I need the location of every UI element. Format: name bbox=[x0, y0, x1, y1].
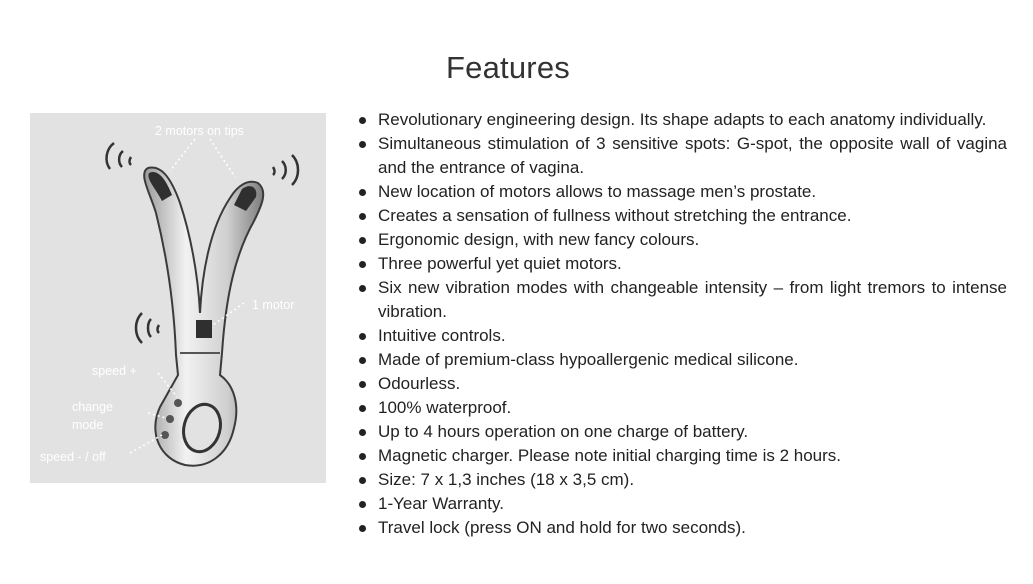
middle-motor bbox=[196, 320, 212, 338]
feature-item: 100% waterproof. bbox=[357, 396, 1007, 420]
feature-item: Simultaneous stimulation of 3 sensitive spots: G-spot, the opposite wall of vagina and the entrance of vagina. bbox=[357, 132, 1007, 180]
feature-item: Creates a sensation of fullness without stretching the entrance. bbox=[357, 204, 1007, 228]
label-speed-plus: speed + bbox=[92, 364, 137, 378]
label-change-mode-line1: change bbox=[72, 400, 114, 414]
slide-title: Features bbox=[446, 50, 570, 85]
feature-item: Revolutionary engineering design. Its shape adapts to each anatomy individually. bbox=[357, 108, 1007, 132]
speed-plus-button bbox=[174, 399, 182, 407]
feature-item: Magnetic charger. Please note initial charging time is 2 hours. bbox=[357, 444, 1007, 468]
vibration-marks-left bbox=[107, 143, 131, 169]
features-list bbox=[357, 108, 1007, 540]
feature-item: Intuitive controls. bbox=[357, 324, 1007, 348]
feature-item: Size: 7 x 1,3 inches (18 x 3,5 cm). bbox=[357, 468, 1007, 492]
vibration-marks-middle bbox=[136, 313, 159, 343]
feature-item: New location of motors allows to massage men’s prostate. bbox=[357, 180, 1007, 204]
change-mode-button bbox=[166, 415, 174, 423]
feature-item: 1-Year Warranty. bbox=[357, 492, 1007, 516]
feature-item: Six new vibration modes with changeable intensity – from light tremors to intense vibration. bbox=[357, 276, 1007, 324]
feature-item: Up to 4 hours operation on one charge of battery. bbox=[357, 420, 1007, 444]
feature-item: Three powerful yet quiet motors. bbox=[357, 252, 1007, 276]
product-sketch bbox=[30, 113, 326, 483]
label-change-mode-line2: mode bbox=[72, 418, 104, 432]
label-change-mode bbox=[72, 400, 117, 432]
feature-item: Odourless. bbox=[357, 372, 1007, 396]
feature-item: Ergonomic design, with new fancy colours. bbox=[357, 228, 1007, 252]
product-illustration bbox=[30, 113, 326, 483]
label-motors-on-tips: 2 motors on tips bbox=[155, 124, 244, 138]
feature-item: Made of premium-class hypoallergenic medical silicone. bbox=[357, 348, 1007, 372]
vibration-marks-right bbox=[273, 155, 298, 185]
speed-minus-button bbox=[161, 431, 169, 439]
label-speed-minus-off: speed - / off bbox=[40, 450, 106, 464]
label-one-motor: 1 motor bbox=[252, 298, 295, 312]
feature-item: Travel lock (press ON and hold for two seconds). bbox=[357, 516, 1007, 540]
